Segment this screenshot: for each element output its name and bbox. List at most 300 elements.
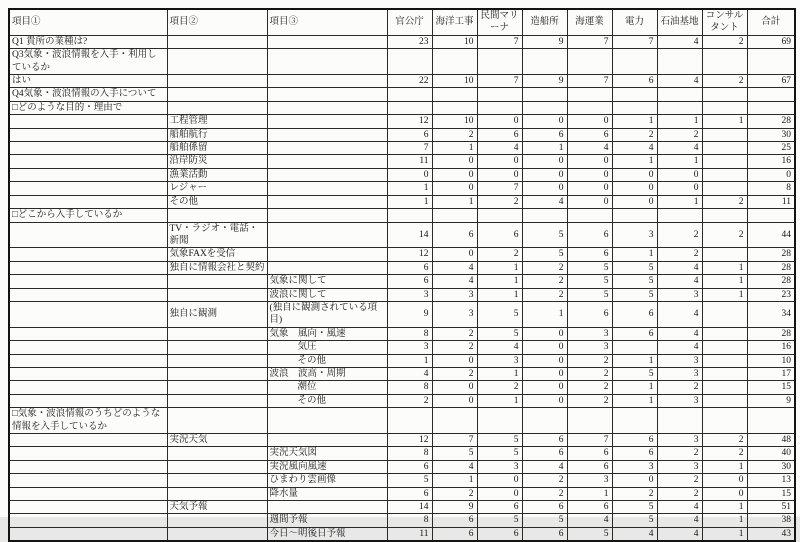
cell-item3 [267, 128, 387, 141]
cell-value [432, 101, 477, 114]
cell-item2: 気象FAXを受信 [167, 248, 267, 261]
cell-value: 6 [612, 327, 657, 340]
cell-item1 [9, 394, 167, 407]
cell-item2 [167, 88, 267, 101]
cell-value [657, 88, 702, 101]
table-row [9, 434, 795, 447]
cell-value [522, 88, 567, 101]
cell-value: 0 [522, 327, 567, 340]
cell-value: 4 [657, 527, 702, 541]
cell-value: 1 [477, 367, 522, 380]
cell-item1: Q4気象・波浪情報の入手について [9, 88, 167, 101]
cell-value [522, 49, 567, 75]
cell-value: 2 [657, 222, 702, 248]
cell-item1: □どのような目的・理由で [9, 101, 167, 114]
cell-value: 2 [522, 474, 567, 487]
cell-value [657, 49, 702, 75]
cell-value: 2 [477, 195, 522, 208]
cell-value: 7 [432, 434, 477, 447]
table-row [9, 327, 795, 340]
cell-value [477, 101, 522, 114]
cell-value [702, 49, 747, 75]
cell-value: 3 [567, 341, 612, 354]
cell-value [477, 209, 522, 222]
cell-value: 8 [387, 514, 432, 527]
cell-value: 1 [387, 195, 432, 208]
cell-value: 1 [702, 527, 747, 541]
cell-value: 1 [702, 501, 747, 514]
cell-value: 1 [702, 115, 747, 128]
cell-item1 [9, 195, 167, 208]
cell-value [702, 88, 747, 101]
cell-item2: 実況天気 [167, 434, 267, 447]
cell-item2: その他 [167, 195, 267, 208]
table-row [9, 35, 795, 48]
cell-item1 [9, 501, 167, 514]
cell-value: 2 [657, 474, 702, 487]
cell-value: 6 [567, 460, 612, 473]
cell-value: 4 [387, 367, 432, 380]
cell-value: 2 [567, 354, 612, 367]
cell-item2 [167, 75, 267, 88]
cell-item2 [167, 354, 267, 367]
table-row [9, 168, 795, 181]
cell-item2 [167, 514, 267, 527]
cell-value: 2 [567, 394, 612, 407]
cell-item2 [167, 447, 267, 460]
cell-value: 6 [387, 487, 432, 500]
cell-item2 [167, 487, 267, 500]
cell-value [702, 301, 747, 327]
cell-value [477, 88, 522, 101]
cell-item3 [267, 142, 387, 155]
cell-value: 3 [612, 222, 657, 248]
cell-value: 1 [702, 288, 747, 301]
cell-item1 [9, 301, 167, 327]
cell-value: 6 [387, 275, 432, 288]
cell-value [432, 49, 477, 75]
cell-value [657, 101, 702, 114]
cell-value [612, 88, 657, 101]
cell-value: 4 [657, 35, 702, 48]
cell-item3: (独自に観測されている項目) [267, 301, 387, 327]
cell-value [702, 248, 747, 261]
col-header-oil-base: 石油基地 [657, 9, 702, 35]
cell-value [702, 408, 747, 434]
cell-value: 5 [522, 514, 567, 527]
cell-item3 [267, 88, 387, 101]
cell-value [522, 209, 567, 222]
cell-value: 0 [522, 341, 567, 354]
cell-value: 28 [747, 327, 795, 340]
cell-value: 4 [567, 514, 612, 527]
cell-item1 [9, 142, 167, 155]
table-row [9, 142, 795, 155]
cell-value: 0 [612, 182, 657, 195]
cell-value: 4 [657, 275, 702, 288]
cell-value: 5 [612, 501, 657, 514]
cell-value [702, 209, 747, 222]
cell-value: 30 [747, 128, 795, 141]
cell-item3: その他 [267, 394, 387, 407]
cell-value: 0 [567, 195, 612, 208]
cell-value: 5 [522, 248, 567, 261]
cell-item2 [167, 460, 267, 473]
cell-value: 1 [702, 460, 747, 473]
cell-value: 2 [432, 341, 477, 354]
cell-value: 0 [477, 115, 522, 128]
cell-value: 2 [432, 367, 477, 380]
survey-table [8, 8, 796, 542]
cell-value: 3 [657, 367, 702, 380]
cell-value: 0 [522, 354, 567, 367]
cell-item3 [267, 168, 387, 181]
cell-value: 0 [432, 168, 477, 181]
cell-value: 1 [702, 514, 747, 527]
cell-value: 28 [747, 248, 795, 261]
col-header-shipping: 海運業 [567, 9, 612, 35]
cell-value: 5 [567, 288, 612, 301]
cell-value [387, 88, 432, 101]
cell-item1 [9, 487, 167, 500]
cell-item3 [267, 408, 387, 434]
table-row [9, 209, 795, 222]
table-row [9, 527, 795, 541]
cell-item3 [267, 49, 387, 75]
cell-item1 [9, 288, 167, 301]
cell-item1 [9, 460, 167, 473]
cell-value: 67 [747, 75, 795, 88]
cell-value: 2 [657, 487, 702, 500]
cell-value: 10 [432, 75, 477, 88]
table-row [9, 155, 795, 168]
cell-value: 7 [477, 75, 522, 88]
cell-value: 6 [477, 128, 522, 141]
cell-item1 [9, 354, 167, 367]
col-header-consultant: コンサルタント [702, 9, 747, 35]
cell-value: 8 [387, 447, 432, 460]
cell-value [387, 101, 432, 114]
cell-item3 [267, 248, 387, 261]
cell-value: 1 [432, 474, 477, 487]
cell-value: 6 [432, 222, 477, 248]
col-header-total: 合計 [747, 9, 795, 35]
cell-value: 2 [432, 487, 477, 500]
table-row [9, 275, 795, 288]
cell-value: 4 [612, 527, 657, 541]
table-row [9, 301, 795, 327]
cell-value: 23 [747, 288, 795, 301]
cell-value: 6 [477, 527, 522, 541]
cell-value: 15 [747, 381, 795, 394]
cell-value [702, 168, 747, 181]
cell-item3 [267, 195, 387, 208]
cell-value: 0 [567, 155, 612, 168]
cell-value: 0 [702, 487, 747, 500]
cell-item1: Q3気象・波浪情報を入手・利用しているか [9, 49, 167, 75]
cell-value: 12 [387, 434, 432, 447]
cell-value: 0 [747, 168, 795, 181]
cell-value: 4 [657, 301, 702, 327]
table-row [9, 514, 795, 527]
cell-value: 6 [567, 301, 612, 327]
cell-value: 2 [657, 128, 702, 141]
cell-item3: 波浪 波高・周期 [267, 367, 387, 380]
cell-value [612, 209, 657, 222]
cell-item2 [167, 49, 267, 75]
cell-value: 6 [612, 434, 657, 447]
cell-value: 6 [477, 222, 522, 248]
cell-item3 [267, 182, 387, 195]
cell-value: 44 [747, 222, 795, 248]
cell-value: 0 [432, 248, 477, 261]
cell-value [702, 367, 747, 380]
cell-value: 9 [387, 301, 432, 327]
cell-value: 7 [477, 35, 522, 48]
cell-value [702, 354, 747, 367]
cell-value [747, 49, 795, 75]
cell-item2 [167, 288, 267, 301]
cell-item1 [9, 434, 167, 447]
cell-value [567, 209, 612, 222]
cell-item2: 工程管理 [167, 115, 267, 128]
table-row [9, 460, 795, 473]
cell-value [477, 408, 522, 434]
cell-value: 6 [432, 527, 477, 541]
cell-value: 2 [567, 367, 612, 380]
cell-value: 48 [747, 434, 795, 447]
cell-value: 0 [432, 381, 477, 394]
cell-value: 1 [477, 394, 522, 407]
cell-value [432, 408, 477, 434]
cell-value: 7 [567, 75, 612, 88]
cell-item2 [167, 327, 267, 340]
cell-item2 [167, 527, 267, 541]
cell-value [702, 142, 747, 155]
cell-value [747, 101, 795, 114]
table-row [9, 128, 795, 141]
cell-value: 0 [522, 394, 567, 407]
cell-value [702, 101, 747, 114]
cell-value: 6 [567, 222, 612, 248]
cell-value: 5 [612, 288, 657, 301]
cell-value: 5 [567, 275, 612, 288]
cell-item3: 今日〜明後日予報 [267, 527, 387, 541]
cell-value: 2 [612, 487, 657, 500]
cell-value: 2 [657, 447, 702, 460]
cell-value: 3 [432, 288, 477, 301]
cell-value: 2 [477, 381, 522, 394]
cell-item1 [9, 261, 167, 274]
cell-value: 7 [387, 142, 432, 155]
cell-item1 [9, 128, 167, 141]
cell-value [567, 49, 612, 75]
table-row [9, 501, 795, 514]
cell-value: 5 [432, 447, 477, 460]
cell-item1 [9, 381, 167, 394]
cell-value: 6 [477, 501, 522, 514]
cell-value: 0 [477, 487, 522, 500]
table-row [9, 248, 795, 261]
cell-value: 1 [657, 155, 702, 168]
cell-item1: はい [9, 75, 167, 88]
cell-value [522, 408, 567, 434]
table-row [9, 115, 795, 128]
table-row [9, 49, 795, 75]
cell-value [747, 88, 795, 101]
cell-value: 0 [477, 474, 522, 487]
cell-item3 [267, 261, 387, 274]
cell-value [612, 341, 657, 354]
cell-item3 [267, 35, 387, 48]
cell-value: 1 [477, 275, 522, 288]
cell-item2 [167, 341, 267, 354]
table-row [9, 474, 795, 487]
cell-value: 4 [657, 261, 702, 274]
cell-value: 0 [522, 182, 567, 195]
cell-item3 [267, 101, 387, 114]
table-row [9, 288, 795, 301]
cell-value: 23 [387, 35, 432, 48]
cell-item1 [9, 275, 167, 288]
cell-item3 [267, 115, 387, 128]
cell-value: 3 [477, 354, 522, 367]
cell-value: 69 [747, 35, 795, 48]
cell-item2 [167, 474, 267, 487]
cell-value: 0 [387, 168, 432, 181]
cell-value: 1 [702, 275, 747, 288]
cell-value: 9 [432, 501, 477, 514]
cell-value: 28 [747, 115, 795, 128]
cell-item1 [9, 168, 167, 181]
cell-value: 9 [522, 75, 567, 88]
cell-value: 2 [522, 275, 567, 288]
cell-item2 [167, 275, 267, 288]
cell-value [387, 209, 432, 222]
cell-value: 2 [567, 381, 612, 394]
cell-item2: 独自に情報会社と契約 [167, 261, 267, 274]
cell-value [432, 88, 477, 101]
cell-value: 6 [567, 447, 612, 460]
cell-item1 [9, 367, 167, 380]
cell-item1 [9, 447, 167, 460]
cell-value [387, 408, 432, 434]
cell-value [702, 182, 747, 195]
cell-value: 28 [747, 275, 795, 288]
cell-value: 1 [657, 195, 702, 208]
cell-value: 2 [702, 222, 747, 248]
cell-value: 2 [702, 447, 747, 460]
col-header-shipyard: 造船所 [522, 9, 567, 35]
cell-value: 4 [432, 460, 477, 473]
cell-value: 1 [522, 301, 567, 327]
cell-value: 4 [657, 142, 702, 155]
cell-value: 5 [612, 275, 657, 288]
cell-value [567, 101, 612, 114]
col-header-item2: 項目② [167, 9, 267, 35]
cell-value: 1 [477, 261, 522, 274]
cell-value [702, 155, 747, 168]
cell-value: 1 [612, 115, 657, 128]
cell-value: 4 [567, 142, 612, 155]
cell-value: 6 [522, 501, 567, 514]
cell-value: 9 [522, 35, 567, 48]
cell-value: 2 [657, 248, 702, 261]
cell-value: 3 [567, 327, 612, 340]
cell-value: 6 [567, 128, 612, 141]
cell-item3: 潮位 [267, 381, 387, 394]
cell-value: 11 [387, 527, 432, 541]
cell-item1 [9, 155, 167, 168]
cell-value: 15 [747, 487, 795, 500]
table-row [9, 487, 795, 500]
cell-value: 0 [432, 354, 477, 367]
table-row [9, 88, 795, 101]
cell-value [387, 49, 432, 75]
cell-item2 [167, 101, 267, 114]
cell-value: 14 [387, 222, 432, 248]
cell-value: 6 [432, 514, 477, 527]
cell-value: 22 [387, 75, 432, 88]
cell-item2: 沿岸防災 [167, 155, 267, 168]
cell-item3 [267, 222, 387, 248]
cell-item3 [267, 75, 387, 88]
cell-item2 [167, 408, 267, 434]
col-header-item3: 項目③ [267, 9, 387, 35]
cell-value: 2 [477, 248, 522, 261]
cell-value [657, 408, 702, 434]
cell-value [747, 408, 795, 434]
cell-value: 16 [747, 155, 795, 168]
cell-item2: 天気予報 [167, 501, 267, 514]
cell-value: 2 [522, 261, 567, 274]
cell-value: 5 [612, 261, 657, 274]
cell-value: 1 [612, 155, 657, 168]
cell-value: 1 [612, 248, 657, 261]
table-row [9, 408, 795, 434]
cell-value [612, 101, 657, 114]
cell-value: 9 [747, 394, 795, 407]
cell-item2 [167, 381, 267, 394]
cell-value: 5 [477, 514, 522, 527]
cell-value: 1 [702, 261, 747, 274]
cell-item2 [167, 367, 267, 380]
cell-value: 1 [477, 288, 522, 301]
cell-value: 5 [612, 367, 657, 380]
cell-value: 2 [702, 434, 747, 447]
cell-value: 0 [477, 168, 522, 181]
cell-value: 2 [702, 35, 747, 48]
cell-value: 0 [657, 168, 702, 181]
cell-item2 [167, 209, 267, 222]
cell-value: 8 [387, 327, 432, 340]
cell-value: 40 [747, 447, 795, 460]
cell-value: 1 [432, 142, 477, 155]
cell-item2: 船舶航行 [167, 128, 267, 141]
cell-item1 [9, 115, 167, 128]
cell-item2: 漁業活動 [167, 168, 267, 181]
cell-value: 0 [702, 474, 747, 487]
cell-item1 [9, 474, 167, 487]
cell-value: 0 [522, 381, 567, 394]
cell-value: 1 [612, 394, 657, 407]
cell-item3 [267, 434, 387, 447]
table-row [9, 394, 795, 407]
cell-value: 4 [477, 142, 522, 155]
cell-item3: 気象 風向・風速 [267, 327, 387, 340]
cell-item3 [267, 501, 387, 514]
cell-value: 1 [432, 195, 477, 208]
